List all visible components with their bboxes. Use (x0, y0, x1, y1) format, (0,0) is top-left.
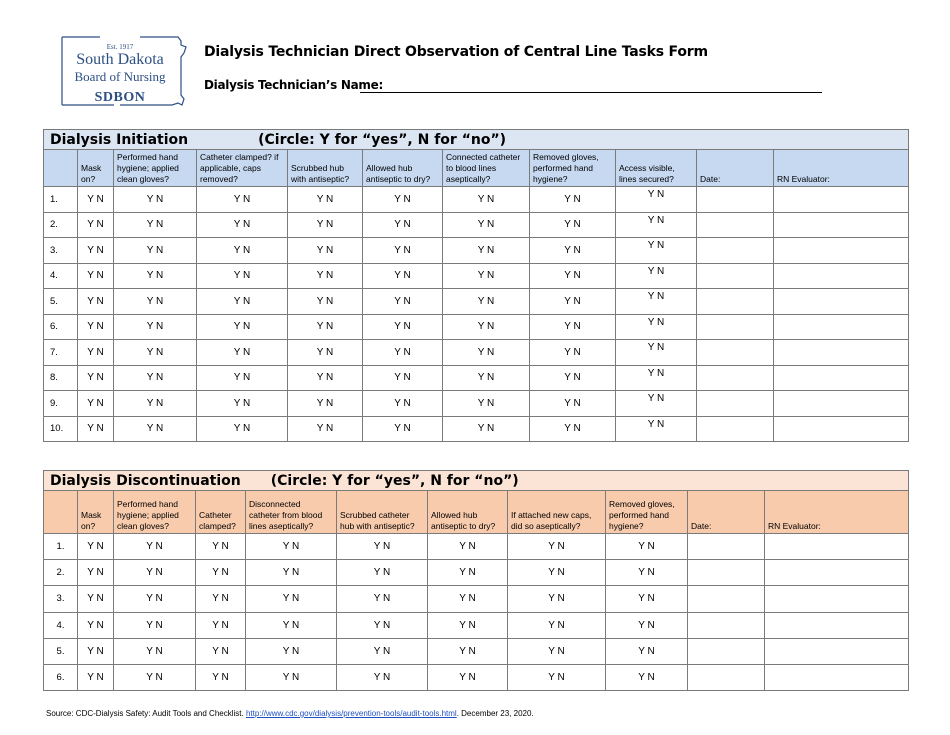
yes-no-choice[interactable]: Y N (616, 187, 697, 213)
yes-no-choice[interactable]: Y N (78, 314, 114, 340)
yes-no-choice[interactable]: Y N (337, 560, 428, 586)
row-number: 4. (44, 612, 78, 638)
yes-no-choice[interactable]: Y N (78, 263, 114, 289)
discontinuation-instruction: (Circle: Y for “yes”, N for “no”) (270, 472, 519, 489)
yes-no-choice[interactable]: Y N (363, 187, 443, 213)
column-header (44, 491, 78, 534)
yes-no-choice[interactable]: Y N (78, 365, 114, 391)
technician-name-label: Dialysis Technician’s Name: (204, 78, 383, 92)
yes-no-choice[interactable]: Y N (197, 187, 288, 213)
yes-no-choice[interactable]: Y N (616, 416, 697, 442)
table-row (44, 534, 909, 560)
rn-evaluator-field[interactable] (774, 263, 909, 289)
yes-no-choice[interactable]: Y N (288, 365, 363, 391)
yes-no-choice[interactable]: Y N (196, 586, 246, 612)
date-field[interactable] (697, 238, 774, 264)
yes-no-choice[interactable]: Y N (363, 289, 443, 315)
row-number: 3. (44, 238, 78, 264)
yes-no-choice[interactable]: Y N (114, 187, 197, 213)
table-row (44, 638, 909, 664)
yes-no-choice[interactable]: Y N (616, 365, 697, 391)
row-number: 1. (44, 534, 78, 560)
column-header: Scrubbed hub with antiseptic? (288, 150, 363, 187)
yes-no-choice[interactable]: Y N (616, 340, 697, 366)
yes-no-choice[interactable]: Y N (114, 391, 197, 417)
yes-no-choice[interactable]: Y N (288, 340, 363, 366)
row-number: 6. (44, 314, 78, 340)
yes-no-choice[interactable]: Y N (530, 187, 616, 213)
yes-no-choice[interactable]: Y N (78, 416, 114, 442)
column-header: Connected catheter to blood lines aseptically? (443, 150, 530, 187)
yes-no-choice[interactable]: Y N (78, 289, 114, 315)
yes-no-choice[interactable]: Y N (78, 238, 114, 264)
yes-no-choice[interactable]: Y N (363, 238, 443, 264)
yes-no-choice[interactable]: Y N (363, 314, 443, 340)
yes-no-choice[interactable]: Y N (196, 612, 246, 638)
yes-no-choice[interactable]: Y N (114, 340, 197, 366)
yes-no-choice[interactable]: Y N (337, 664, 428, 690)
yes-no-choice[interactable]: Y N (78, 212, 114, 238)
yes-no-choice[interactable]: Y N (288, 391, 363, 417)
yes-no-choice[interactable]: Y N (530, 391, 616, 417)
table-row (44, 664, 909, 690)
yes-no-choice[interactable]: Y N (114, 416, 197, 442)
source-prefix: Source: CDC-Dialysis Safety: Audit Tools and Checklist. (46, 709, 246, 718)
yes-no-choice[interactable]: Y N (114, 263, 197, 289)
column-header: Catheter clamped? if applicable, caps removed? (197, 150, 288, 187)
date-field[interactable] (688, 560, 765, 586)
column-header: RN Evaluator: (765, 491, 909, 534)
rn-evaluator-field[interactable] (774, 187, 909, 213)
yes-no-choice[interactable]: Y N (114, 560, 196, 586)
date-field[interactable] (697, 187, 774, 213)
date-field[interactable] (697, 314, 774, 340)
yes-no-choice[interactable]: Y N (337, 612, 428, 638)
yes-no-choice[interactable]: Y N (288, 314, 363, 340)
column-header: RN Evaluator: (774, 150, 909, 187)
yes-no-choice[interactable]: Y N (78, 612, 114, 638)
rn-evaluator-field[interactable] (765, 560, 909, 586)
initiation-section-title (44, 130, 909, 150)
row-number: 7. (44, 340, 78, 366)
yes-no-choice[interactable]: Y N (288, 263, 363, 289)
yes-no-choice[interactable]: Y N (616, 289, 697, 315)
table-row (44, 560, 909, 586)
yes-no-choice[interactable]: Y N (114, 534, 196, 560)
rn-evaluator-field[interactable] (765, 664, 909, 690)
yes-no-choice[interactable]: Y N (196, 560, 246, 586)
initiation-header-row (44, 150, 909, 187)
yes-no-choice[interactable]: Y N (508, 638, 606, 664)
column-header: Mask on? (78, 491, 114, 534)
rn-evaluator-field[interactable] (765, 612, 909, 638)
rn-evaluator-field[interactable] (774, 238, 909, 264)
yes-no-choice[interactable]: Y N (78, 664, 114, 690)
yes-no-choice[interactable]: Y N (197, 365, 288, 391)
initiation-body (44, 187, 909, 442)
audit-tools-link[interactable]: http://www.cdc.gov/dialysis/prevention-tools/audit-tools.html (245, 709, 457, 718)
yes-no-choice[interactable]: Y N (606, 586, 688, 612)
column-header: Removed gloves, performed hand hygiene? (530, 150, 616, 187)
yes-no-choice[interactable]: Y N (508, 664, 606, 690)
yes-no-choice[interactable]: Y N (616, 212, 697, 238)
source-citation (46, 709, 534, 718)
yes-no-choice[interactable]: Y N (337, 638, 428, 664)
yes-no-choice[interactable]: Y N (114, 289, 197, 315)
yes-no-choice[interactable]: Y N (428, 586, 508, 612)
yes-no-choice[interactable]: Y N (197, 238, 288, 264)
yes-no-choice[interactable]: Y N (197, 340, 288, 366)
yes-no-choice[interactable]: Y N (197, 416, 288, 442)
row-number: 5. (44, 289, 78, 315)
yes-no-choice[interactable]: Y N (443, 391, 530, 417)
yes-no-choice[interactable]: Y N (443, 187, 530, 213)
table-row (44, 416, 909, 442)
date-field[interactable] (697, 416, 774, 442)
yes-no-choice[interactable]: Y N (616, 391, 697, 417)
yes-no-choice[interactable]: Y N (606, 560, 688, 586)
column-header: Allowed hub antiseptic to dry? (428, 491, 508, 534)
yes-no-choice[interactable]: Y N (196, 638, 246, 664)
yes-no-choice[interactable]: Y N (443, 238, 530, 264)
yes-no-choice[interactable]: Y N (114, 314, 197, 340)
column-header: Access visible, lines secured? (616, 150, 697, 187)
yes-no-choice[interactable]: Y N (114, 664, 196, 690)
rn-evaluator-field[interactable] (774, 416, 909, 442)
yes-no-choice[interactable]: Y N (606, 664, 688, 690)
dialysis-initiation-table (43, 129, 909, 442)
row-number: 2. (44, 560, 78, 586)
column-header: Disconnected catheter from blood lines aseptically? (246, 491, 337, 534)
logo-board-name: Board of Nursing (74, 69, 166, 84)
yes-no-choice[interactable]: Y N (114, 586, 196, 612)
yes-no-choice[interactable]: Y N (530, 263, 616, 289)
column-header: Allowed hub antiseptic to dry? (363, 150, 443, 187)
table-row (44, 187, 909, 213)
date-field[interactable] (688, 612, 765, 638)
rn-evaluator-field[interactable] (774, 212, 909, 238)
table-row (44, 212, 909, 238)
yes-no-choice[interactable]: Y N (443, 416, 530, 442)
discontinuation-header-row (44, 491, 909, 534)
yes-no-choice[interactable]: Y N (114, 612, 196, 638)
row-number: 3. (44, 586, 78, 612)
yes-no-choice[interactable]: Y N (363, 340, 443, 366)
row-number: 1. (44, 187, 78, 213)
row-number: 5. (44, 638, 78, 664)
yes-no-choice[interactable]: Y N (443, 340, 530, 366)
column-header: Removed gloves, performed hand hygiene? (606, 491, 688, 534)
rn-evaluator-field[interactable] (765, 534, 909, 560)
column-header (44, 150, 78, 187)
rn-evaluator-field[interactable] (774, 289, 909, 315)
yes-no-choice[interactable]: Y N (197, 391, 288, 417)
table-row (44, 314, 909, 340)
row-number: 6. (44, 664, 78, 690)
table-row (44, 289, 909, 315)
date-field[interactable] (688, 534, 765, 560)
yes-no-choice[interactable]: Y N (428, 612, 508, 638)
rn-evaluator-field[interactable] (774, 314, 909, 340)
rn-evaluator-field[interactable] (765, 638, 909, 664)
yes-no-choice[interactable]: Y N (288, 289, 363, 315)
column-header: Performed hand hygiene; applied clean gloves? (114, 491, 196, 534)
row-number: 8. (44, 365, 78, 391)
yes-no-choice[interactable]: Y N (443, 314, 530, 340)
yes-no-choice[interactable]: Y N (337, 586, 428, 612)
date-field[interactable] (697, 263, 774, 289)
yes-no-choice[interactable]: Y N (606, 534, 688, 560)
yes-no-choice[interactable]: Y N (530, 365, 616, 391)
yes-no-choice[interactable]: Y N (337, 534, 428, 560)
yes-no-choice[interactable]: Y N (530, 289, 616, 315)
date-field[interactable] (688, 586, 765, 612)
column-header: Date: (688, 491, 765, 534)
column-header: If attached new caps, did so aseptically? (508, 491, 606, 534)
discontinuation-section-title (44, 471, 909, 491)
table-row (44, 263, 909, 289)
column-header: Catheter clamped? (196, 491, 246, 534)
yes-no-choice[interactable]: Y N (363, 416, 443, 442)
yes-no-choice[interactable]: Y N (606, 638, 688, 664)
initiation-instruction: (Circle: Y for “yes”, N for “no”) (258, 131, 507, 148)
yes-no-choice[interactable]: Y N (288, 416, 363, 442)
row-number: 2. (44, 212, 78, 238)
yes-no-choice[interactable]: Y N (78, 391, 114, 417)
form-title: Dialysis Technician Direct Observation of Central Line Tasks Form (204, 44, 708, 60)
column-header: Performed hand hygiene; applied clean gloves? (114, 150, 197, 187)
yes-no-choice[interactable]: Y N (114, 365, 197, 391)
rn-evaluator-field[interactable] (774, 365, 909, 391)
yes-no-choice[interactable]: Y N (196, 534, 246, 560)
yes-no-choice[interactable]: Y N (78, 340, 114, 366)
yes-no-choice[interactable]: Y N (508, 586, 606, 612)
yes-no-choice[interactable]: Y N (428, 664, 508, 690)
discontinuation-title: Dialysis Discontinuation (50, 472, 241, 489)
yes-no-choice[interactable]: Y N (508, 612, 606, 638)
yes-no-choice[interactable]: Y N (606, 612, 688, 638)
source-suffix: . December 23, 2020. (456, 709, 534, 718)
yes-no-choice[interactable]: Y N (114, 238, 197, 264)
yes-no-choice[interactable]: Y N (363, 263, 443, 289)
yes-no-choice[interactable]: Y N (616, 314, 697, 340)
logo-state-name: South Dakota (76, 51, 164, 68)
table-row (44, 391, 909, 417)
date-field[interactable] (688, 638, 765, 664)
discontinuation-body (44, 534, 909, 691)
row-number: 10. (44, 416, 78, 442)
yes-no-choice[interactable]: Y N (246, 560, 337, 586)
date-field[interactable] (697, 340, 774, 366)
yes-no-choice[interactable]: Y N (363, 391, 443, 417)
table-row (44, 612, 909, 638)
yes-no-choice[interactable]: Y N (246, 664, 337, 690)
yes-no-choice[interactable]: Y N (197, 212, 288, 238)
rn-evaluator-field[interactable] (774, 391, 909, 417)
rn-evaluator-field[interactable] (774, 340, 909, 366)
row-number: 4. (44, 263, 78, 289)
yes-no-choice[interactable]: Y N (443, 263, 530, 289)
yes-no-choice[interactable]: Y N (78, 638, 114, 664)
yes-no-choice[interactable]: Y N (443, 212, 530, 238)
dialysis-discontinuation-table (43, 470, 909, 691)
yes-no-choice[interactable]: Y N (197, 314, 288, 340)
table-row (44, 340, 909, 366)
yes-no-choice[interactable]: Y N (363, 212, 443, 238)
yes-no-choice[interactable]: Y N (196, 664, 246, 690)
table-row (44, 238, 909, 264)
initiation-title: Dialysis Initiation (50, 131, 189, 148)
yes-no-choice[interactable]: Y N (616, 263, 697, 289)
yes-no-choice[interactable]: Y N (508, 534, 606, 560)
yes-no-choice[interactable]: Y N (428, 534, 508, 560)
rn-evaluator-field[interactable] (765, 586, 909, 612)
yes-no-choice[interactable]: Y N (114, 638, 196, 664)
yes-no-choice[interactable]: Y N (78, 187, 114, 213)
yes-no-choice[interactable]: Y N (78, 586, 114, 612)
yes-no-choice[interactable]: Y N (246, 638, 337, 664)
yes-no-choice[interactable]: Y N (363, 365, 443, 391)
yes-no-choice[interactable]: Y N (530, 238, 616, 264)
yes-no-choice[interactable]: Y N (78, 534, 114, 560)
column-header: Date: (697, 150, 774, 187)
technician-name-field[interactable] (360, 92, 822, 93)
date-field[interactable] (697, 365, 774, 391)
yes-no-choice[interactable]: Y N (114, 212, 197, 238)
yes-no-choice[interactable]: Y N (288, 187, 363, 213)
yes-no-choice[interactable]: Y N (246, 534, 337, 560)
column-header: Mask on? (78, 150, 114, 187)
yes-no-choice[interactable]: Y N (288, 212, 363, 238)
yes-no-choice[interactable]: Y N (443, 289, 530, 315)
logo-established: Est. 1917 (106, 43, 134, 51)
yes-no-choice[interactable]: Y N (197, 263, 288, 289)
yes-no-choice[interactable]: Y N (246, 612, 337, 638)
column-header: Scrubbed catheter hub with antiseptic? (337, 491, 428, 534)
yes-no-choice[interactable]: Y N (530, 340, 616, 366)
table-row (44, 586, 909, 612)
yes-no-choice[interactable]: Y N (530, 212, 616, 238)
yes-no-choice[interactable]: Y N (508, 560, 606, 586)
logo-abbreviation: SDBON (94, 90, 146, 105)
yes-no-choice[interactable]: Y N (530, 416, 616, 442)
table-row (44, 365, 909, 391)
date-field[interactable] (688, 664, 765, 690)
yes-no-choice[interactable]: Y N (530, 314, 616, 340)
row-number: 9. (44, 391, 78, 417)
yes-no-choice[interactable]: Y N (288, 238, 363, 264)
yes-no-choice[interactable]: Y N (246, 586, 337, 612)
yes-no-choice[interactable]: Y N (78, 560, 114, 586)
yes-no-choice[interactable]: Y N (428, 560, 508, 586)
sdbon-logo (60, 33, 188, 111)
date-field[interactable] (697, 212, 774, 238)
yes-no-choice[interactable]: Y N (443, 365, 530, 391)
date-field[interactable] (697, 391, 774, 417)
date-field[interactable] (697, 289, 774, 315)
yes-no-choice[interactable]: Y N (197, 289, 288, 315)
yes-no-choice[interactable]: Y N (428, 638, 508, 664)
yes-no-choice[interactable]: Y N (616, 238, 697, 264)
